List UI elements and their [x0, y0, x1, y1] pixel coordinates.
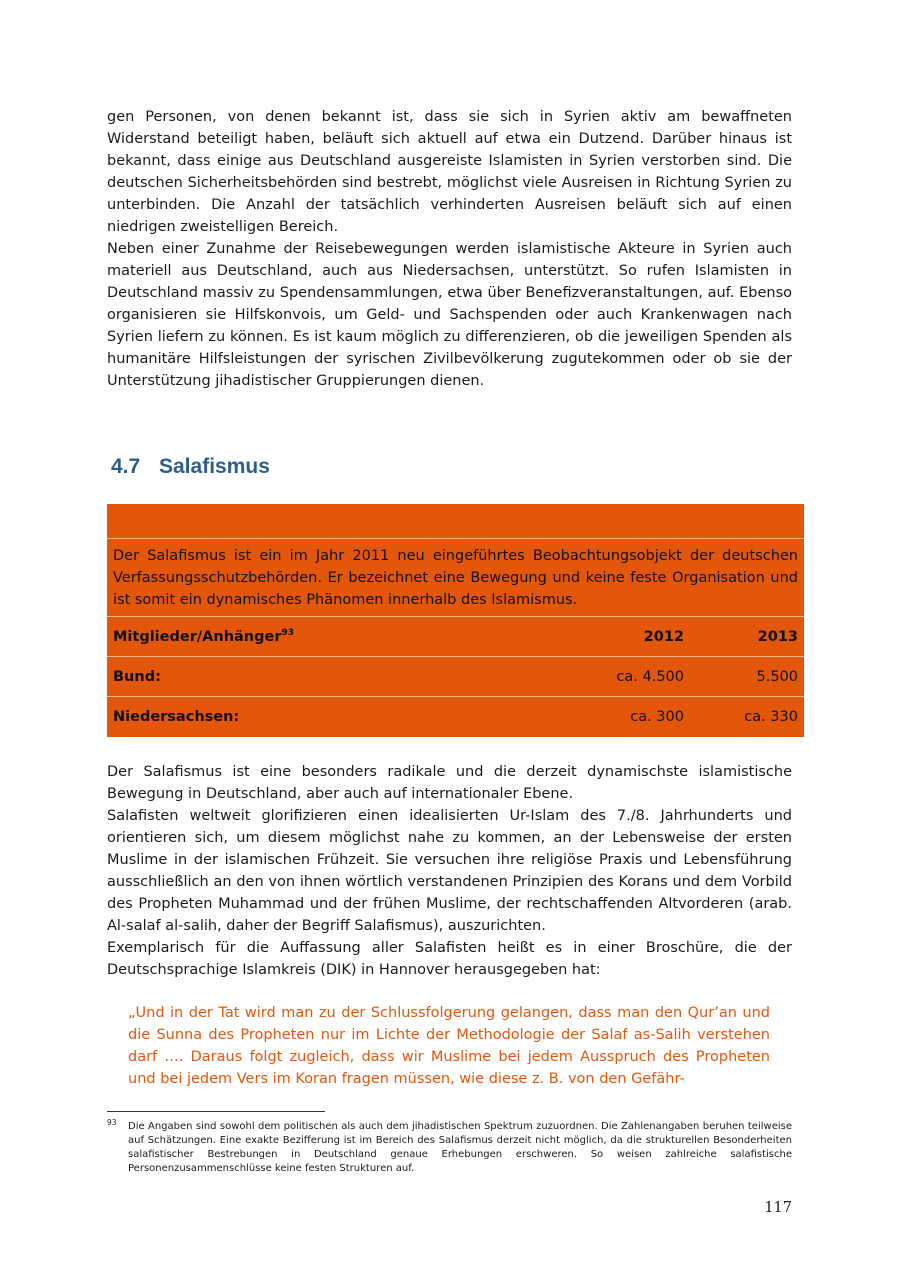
- body-paragraph: Neben einer Zunahme der Reisebewegungen werden islamistische Akteure in Syrien auch materiell aus Deutschland, auch aus Niedersachsen, unterstützt. So rufen Islamisten in Deutschland massiv zu Spendensammlungen, etwa über Benefizveranstaltungen, auf. Ebenso organisieren sie Hilfskonvois, um Geld- und Sachspenden oder auch Krankenwagen nach Syrien liefern zu können. Es ist kaum möglich zu differenzieren, ob die jeweiligen Spenden als humanitäre Hilfsleistungen der syrischen Zivilbevölkerung zugutekommen oder ob sie der Unterstützung jihadistischer Gruppierungen dienen.: [107, 241, 792, 389]
- section-number: 4.7: [111, 455, 141, 478]
- column-header-label: [107, 628, 564, 645]
- page-number: 117: [764, 1200, 792, 1216]
- row-label: Niedersachsen:: [113, 709, 240, 725]
- value-2012: ca. 4.500: [616, 668, 684, 685]
- section-title: Salafismus: [159, 455, 270, 478]
- footnote-number: 93: [107, 1118, 117, 1127]
- info-box: [107, 504, 804, 737]
- members-label: Mitglieder/Anhänger: [113, 628, 282, 645]
- footnote-divider: [107, 1111, 325, 1112]
- table-row-niedersachsen: [107, 697, 804, 737]
- body-paragraph: gen Personen, von denen bekannt ist, dass sie sich in Syrien aktiv am bewaffneten Widerstand beteiligt haben, beläuft sich aktuell auf etwa ein Dutzend. Darüber hinaus ist bekannt, dass einige aus Deutschland ausgereiste Islamisten in Syrien verstorben sind. Die deutschen Sicherheitsbehörden sind bestrebt, möglichst viele Ausreisen in Richtung Syrien zu unterbinden. Die Anzahl der tatsächlich verhinderten Ausreisen beläuft sich auf einen niedrigen zweistelligen Bereich.: [107, 109, 792, 235]
- footnote: [107, 1120, 792, 1176]
- section-heading: [111, 455, 270, 479]
- row-label: Bund:: [113, 668, 161, 685]
- footnote-text: Die Angaben sind sowohl dem politischen als auch dem jihadistischen Spektrum zuzuordnen. Die Zahlenangaben beruhen teilweise auf Schätzungen. Eine exakte Bezifferung ist im Bereich des Salafismus derzeit nicht möglich, da die strukturellen Besonderheiten salafistischer Bestrebungen in Deutschland genaue Erhebungen erschweren. So weisen zahlreiche salafistische Personenzusammenschlüsse keine festen Strukturen auf.: [128, 1121, 792, 1174]
- value-2013: ca. 330: [744, 709, 798, 725]
- info-box-intro: Der Salafismus ist ein im Jahr 2011 neu eingeführtes Beobachtungsobjekt der deutschen Verfassungsschutzbehörden. Er bezeichnet eine Bewegung und keine feste Organisation und ist somit ein dynamisches Phänomen innerhalb des Islamismus.: [107, 539, 804, 617]
- table-row-bund: [107, 657, 804, 697]
- info-box-header-band: [107, 504, 804, 539]
- value-2013: 5.500: [756, 668, 798, 685]
- footnote-reference: 93: [281, 628, 295, 639]
- table-header-row: [107, 617, 804, 657]
- column-header-2012: 2012: [643, 628, 684, 645]
- value-2012: ca. 300: [630, 709, 684, 725]
- body-paragraph: Salafisten weltweit glorifizieren einen idealisierten Ur-Islam des 7./8. Jahrhunderts und orientieren sich, um diesem möglichst nahe zu kommen, an der Lebensweise der ersten Muslime in der islamischen Frühzeit. Sie versuchen ihre religiöse Praxis und Lebensführung ausschließlich an den von ihnen wörtlich verstandenen Prinzipien des Korans und dem Vorbild des Propheten Muhammad und der frühen Muslime, der rechtschaffenden Altvorderen (arab. Al-salaf al-salih, daher der Begriff Salafismus), auszurichten.: [107, 808, 792, 934]
- column-header-2013: 2013: [757, 628, 798, 645]
- block-quote: „Und in der Tat wird man zu der Schlussfolgerung gelangen, dass man den Qur’an und die Sunna des Propheten nur im Lichte der Methodologie der Salaf as-Salih verstehen darf …. Daraus folgt zugleich, dass wir Muslime bei jedem Ausspruch des Propheten und bei jedem Vers im Koran fragen müssen, wie diese z. B. von den Gefähr-: [128, 1005, 770, 1087]
- body-paragraph: Exemplarisch für die Auffassung aller Salafisten heißt es in einer Broschüre, die der Deutschsprachige Islamkreis (DIK) in Hannover herausgegeben hat:: [107, 940, 792, 978]
- body-paragraph: Der Salafismus ist eine besonders radikale und die derzeit dynamischste islamistische Bewegung in Deutschland, aber auch auf internationaler Ebene.: [107, 764, 792, 802]
